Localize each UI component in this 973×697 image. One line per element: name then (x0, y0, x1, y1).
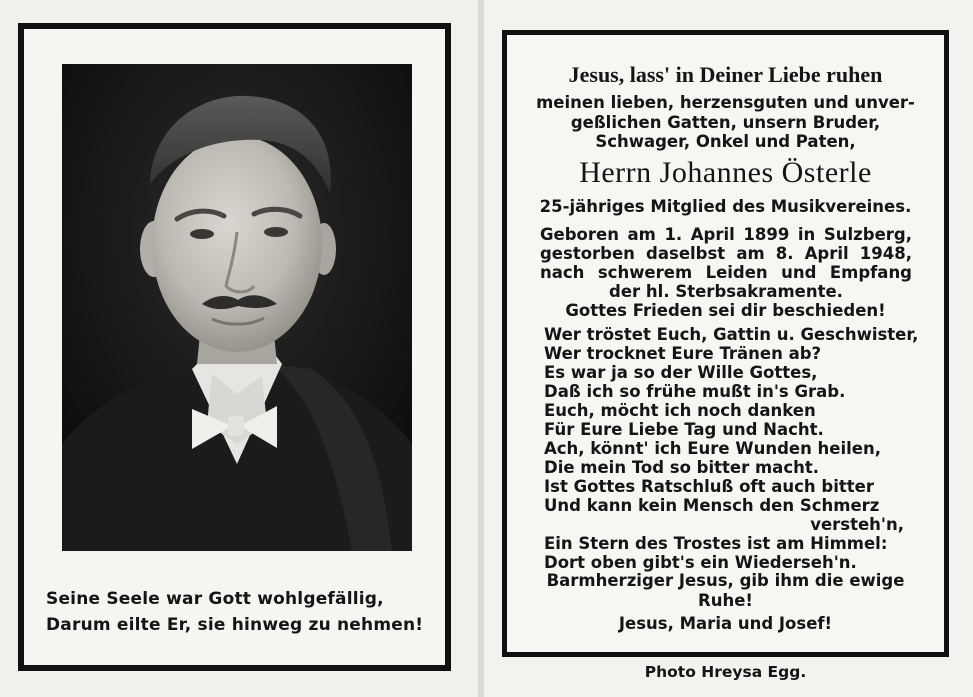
poem-line: Wer tröstet Euch, Gattin u. Geschwister, (544, 325, 919, 344)
peace-line: Gottes Frieden sei dir beschieden! (565, 301, 886, 320)
poem-line: Für Eure Liebe Tag und Nacht. (544, 420, 824, 439)
biography-line: der hl. Sterbsakramente. (609, 282, 843, 301)
biography-line: Geboren am 1. April 1899 in Sulzberg, (540, 225, 912, 244)
intro-line: Schwager, Onkel und Paten, (595, 132, 856, 151)
prayer-header: Jesus, lass' in Deiner Liebe ruhen (568, 62, 883, 87)
membership-note: 25-jähriges Mitglied des Musikvereines. (539, 197, 912, 216)
intro-line: geßlichen Gatten, unsern Bruder, (570, 112, 881, 132)
poem-line: versteh'n, (810, 515, 904, 534)
poem-line: Ach, könnt' ich Eure Wunden heilen, (544, 439, 882, 458)
deceased-name: Herrn Johannes Österle (579, 156, 872, 189)
poem (544, 325, 922, 572)
poem-line: Wer trocknet Eure Tränen ab? (544, 344, 822, 363)
mercy-line: Ruhe! (698, 590, 753, 610)
intro-line: meinen lieben, herzensguten und unver- (536, 93, 915, 112)
portrait-illustration (62, 64, 412, 551)
poem-line: Dort oben gibt's ein Wiederseh'n. (544, 553, 857, 572)
closing-invocation: Jesus, Maria und Josef! (618, 614, 833, 633)
verse-line: Seine Seele war Gott wohlgefällig, (46, 589, 384, 609)
poem-line: Ist Gottes Ratschluß oft auch bitter (544, 477, 874, 496)
poem-line: Ein Stern des Trostes ist am Himmel: (544, 534, 888, 553)
photo-credit: Photo Hreysa Egg. (644, 663, 807, 681)
poem-line: Euch, möcht ich noch danken (544, 401, 816, 420)
mercy-prayer (512, 571, 939, 610)
biography (540, 225, 912, 301)
poem-line: Es war ja so der Wille Gottes, (544, 363, 818, 382)
memorial-verse (46, 586, 436, 638)
poem-line: Und kann kein Mensch den Schmerz (544, 496, 880, 515)
verse-line: Darum eilte Er, sie hinweg zu nehmen! (46, 615, 424, 635)
dedication-intro (512, 93, 939, 152)
biography-line: nach schwerem Leiden und Empfang (540, 263, 912, 282)
portrait-photo (62, 64, 412, 551)
biography-line: gestorben daselbst am 8. April 1948, (540, 244, 912, 263)
mercy-line: Barmherziger Jesus, gib ihm die ewige (546, 571, 905, 590)
poem-line: Die mein Tod so bitter macht. (544, 458, 819, 477)
poem-line: Daß ich so frühe mußt in's Grab. (544, 382, 846, 401)
